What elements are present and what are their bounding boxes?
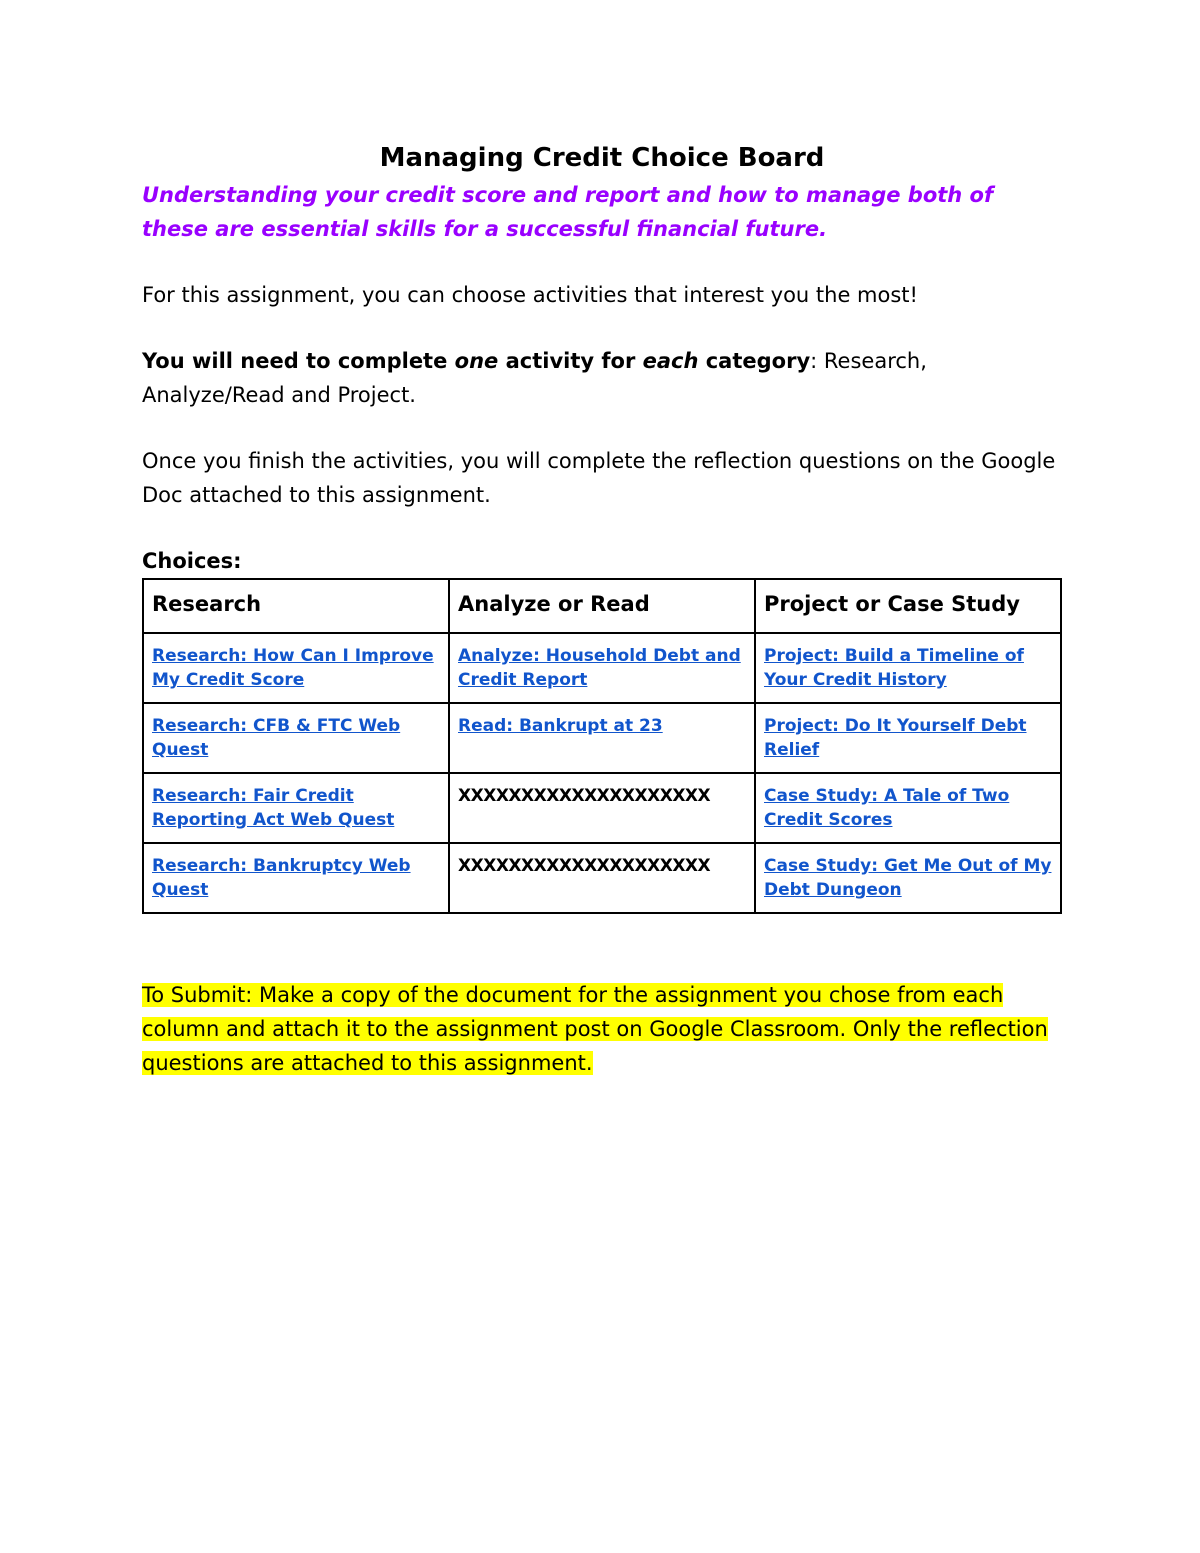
submit-highlighted-text: To Submit: Make a copy of the document for the assignment you chose from each column and attach it to the assignment post on Google Classroom. Only the reflection questions are attached to this assignment. — [142, 983, 1048, 1075]
table-cell — [143, 703, 449, 773]
link-research-fair-credit-reporting[interactable]: Research: Fair Credit Reporting Act Web Quest — [152, 786, 395, 830]
table-cell — [755, 633, 1061, 703]
intro-text: For this assignment, you can choose activities that interest you the most! — [142, 283, 918, 307]
table-row — [143, 703, 1061, 773]
table-header-row — [143, 579, 1061, 633]
table-cell — [449, 773, 755, 843]
column-header-analyze: Analyze or Read — [449, 579, 755, 633]
column-header-project: Project or Case Study — [755, 579, 1061, 633]
spacer — [142, 312, 1062, 344]
spacer — [142, 412, 1062, 444]
table-cell — [755, 843, 1061, 913]
choices-label: Choices: — [142, 549, 242, 573]
reflection-text: Once you finish the activities, you will complete the reflection questions on the Google Doc attached to this assignment. — [142, 449, 1056, 507]
choice-board-table — [142, 578, 1062, 914]
requirement-categories: : Research, Analyze/Read and Project. — [142, 349, 927, 407]
link-research-cfb-ftc-web-quest[interactable]: Research: CFB & FTC Web Quest — [152, 716, 401, 760]
table-row — [143, 843, 1061, 913]
column-header-research: Research — [143, 579, 449, 633]
requirement-bold-2: activity for — [498, 349, 643, 373]
table-cell — [755, 773, 1061, 843]
link-case-study-two-credit-scores[interactable]: Case Study: A Tale of Two Credit Scores — [764, 786, 1010, 830]
requirement-text — [142, 344, 1062, 412]
table-row — [143, 633, 1061, 703]
page-title: Managing Credit Choice Board — [379, 143, 825, 173]
table-row — [143, 773, 1061, 843]
spacer — [142, 914, 1062, 978]
link-research-improve-credit-score[interactable]: Research: How Can I Improve My Credit Score — [152, 646, 434, 690]
submit-instructions — [142, 978, 1062, 1080]
link-read-bankrupt-at-23[interactable]: Read: Bankrupt at 23 — [458, 716, 663, 736]
spacer — [142, 246, 1062, 278]
requirement-bold-1: You will need to complete — [142, 349, 455, 373]
placeholder-xs: XXXXXXXXXXXXXXXXXXXX — [458, 786, 711, 806]
requirement-emphasis-each: each — [642, 349, 699, 373]
table-cell — [143, 633, 449, 703]
table-cell — [143, 843, 449, 913]
placeholder-xs: XXXXXXXXXXXXXXXXXXXX — [458, 856, 711, 876]
link-project-debt-relief[interactable]: Project: Do It Yourself Debt Relief — [764, 716, 1027, 760]
table-cell — [143, 773, 449, 843]
link-case-study-debt-dungeon[interactable]: Case Study: Get Me Out of My Debt Dungeon — [764, 856, 1052, 900]
link-project-credit-timeline[interactable]: Project: Build a Timeline of Your Credit History — [764, 646, 1024, 690]
document-page — [142, 138, 1062, 1080]
requirement-bold-3: category — [698, 349, 811, 373]
requirement-emphasis-one: one — [454, 349, 499, 373]
spacer — [142, 512, 1062, 544]
table-cell — [449, 843, 755, 913]
table-cell — [449, 703, 755, 773]
link-analyze-household-debt[interactable]: Analyze: Household Debt and Credit Report — [458, 646, 741, 690]
table-cell — [449, 633, 755, 703]
table-cell — [755, 703, 1061, 773]
page-subtitle: Understanding your credit score and report and how to manage both of these are essential skills for a successful financial future. — [142, 183, 994, 241]
link-research-bankruptcy-web-quest[interactable]: Research: Bankruptcy Web Quest — [152, 856, 411, 900]
